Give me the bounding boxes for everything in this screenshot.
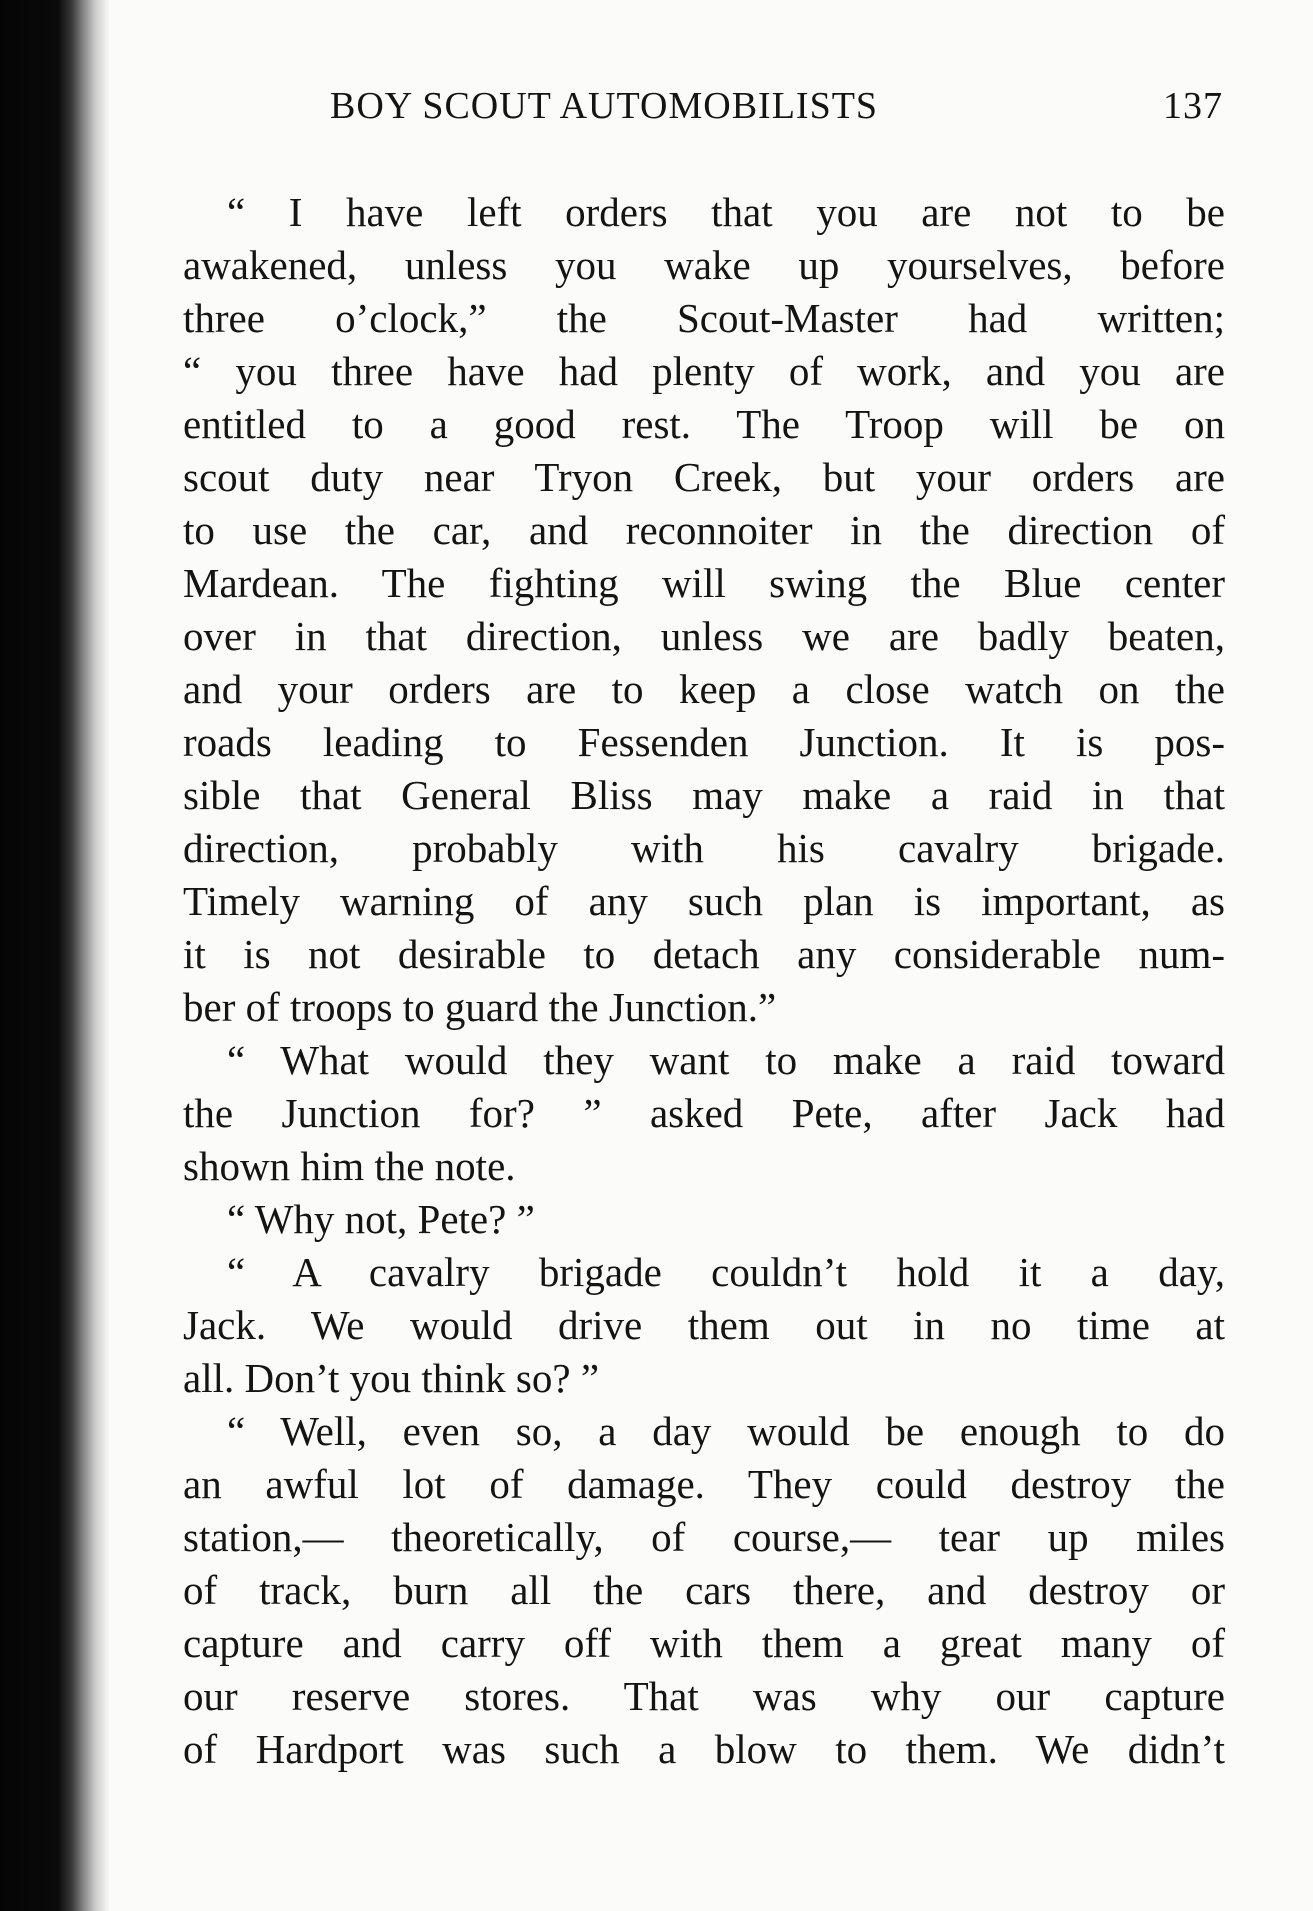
body-text — [183, 186, 1225, 1776]
text-line: Mardean. The fighting will swing the Blue center — [183, 560, 1225, 606]
text-line: over in that direction, unless we are badly beaten, — [183, 613, 1225, 659]
text-line: “ you three have had plenty of work, and you are — [183, 348, 1225, 394]
text-line: shown him the note. — [183, 1143, 516, 1189]
text-line: capture and carry off with them a great many of — [183, 1620, 1225, 1666]
running-header: BOY SCOUT AUTOMOBILISTS — [330, 85, 879, 127]
binding-edge-shadow — [0, 0, 110, 1911]
text-line: roads leading to Fessenden Junction. It is pos- — [183, 719, 1225, 765]
text-line: direction, probably with his cavalry brigade. — [183, 825, 1225, 871]
text-line: entitled to a good rest. The Troop will be on — [183, 401, 1225, 447]
text-line: scout duty near Tryon Creek, but your orders are — [183, 454, 1225, 500]
text-line: our reserve stores. That was why our capture — [183, 1673, 1225, 1719]
text-line: awakened, unless you wake up yourselves, before — [183, 242, 1225, 288]
text-line: an awful lot of damage. They could destroy the — [183, 1461, 1225, 1507]
text-line: all. Don’t you think so? ” — [183, 1355, 600, 1401]
text-line: of track, burn all the cars there, and destroy or — [183, 1567, 1225, 1613]
text-line: Jack. We would drive them out in no time at — [183, 1302, 1225, 1348]
text-line: sible that General Bliss may make a raid in that — [183, 772, 1225, 818]
text-line: Timely warning of any such plan is important, as — [183, 878, 1225, 924]
text-line: “ A cavalry brigade couldn’t hold it a day, — [227, 1249, 1225, 1295]
text-line: to use the car, and reconnoiter in the direction of — [183, 507, 1225, 553]
text-line: “ Well, even so, a day would be enough to do — [227, 1408, 1225, 1454]
page-number: 137 — [1163, 85, 1223, 127]
text-line: “ What would they want to make a raid toward — [227, 1037, 1225, 1083]
text-line: station,— theoretically, of course,— tear up miles — [183, 1514, 1225, 1560]
text-line: “ Why not, Pete? ” — [227, 1196, 535, 1242]
text-line: of Hardport was such a blow to them. We didn’t — [183, 1726, 1225, 1772]
text-line: it is not desirable to detach any considerable num- — [183, 931, 1225, 977]
text-line: and your orders are to keep a close watch on the — [183, 666, 1225, 712]
text-line: “ I have left orders that you are not to be — [227, 189, 1225, 235]
text-line: ber of troops to guard the Junction.” — [183, 984, 777, 1030]
text-line: three o’clock,” the Scout-Master had written; — [183, 295, 1225, 341]
text-line: the Junction for? ” asked Pete, after Jack had — [183, 1090, 1225, 1136]
